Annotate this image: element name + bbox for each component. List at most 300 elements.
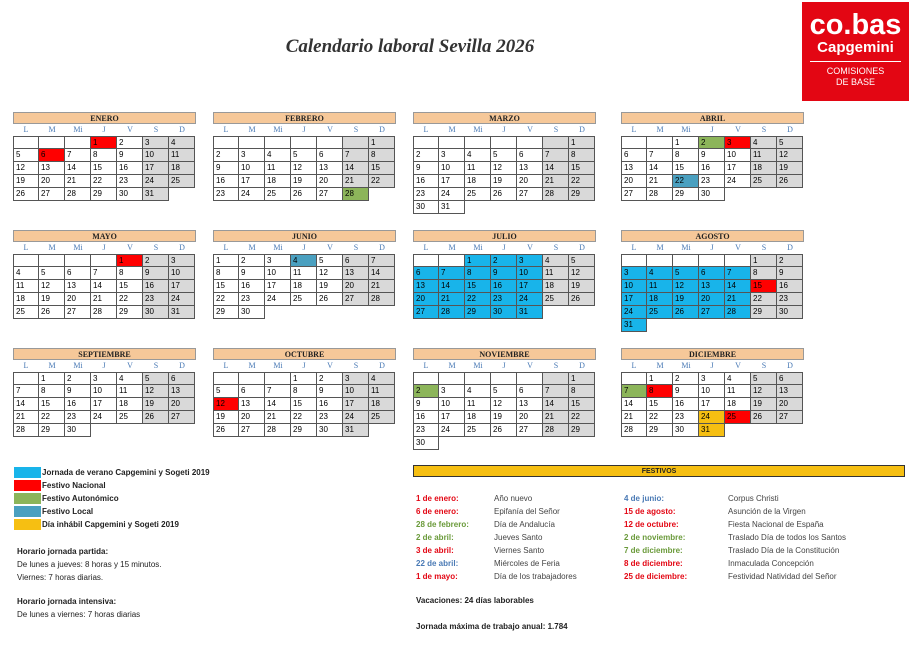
- day-cell: 1: [673, 136, 699, 149]
- month-header: FEBRERO: [213, 112, 396, 124]
- day-cell: 30: [239, 306, 265, 319]
- day-cell: 23: [699, 175, 725, 188]
- empty-cell: [413, 136, 439, 149]
- day-cell: 18: [543, 280, 569, 293]
- day-cell: 6: [65, 267, 91, 280]
- day-cell: 7: [65, 149, 91, 162]
- day-cell: 22: [751, 293, 777, 306]
- empty-cell: [621, 136, 647, 149]
- horario-intensiva-title: Horario jornada intensiva:: [17, 597, 117, 606]
- festivo-date: 2 de abril:: [416, 533, 454, 542]
- legend-swatch: [14, 519, 41, 530]
- empty-cell: [517, 201, 543, 214]
- day-cell: 14: [91, 280, 117, 293]
- weekday-header: M: [48, 361, 56, 370]
- day-cell: 27: [413, 306, 439, 319]
- day-cell: 14: [343, 162, 369, 175]
- day-cell: 31: [169, 306, 195, 319]
- day-cell: 24: [343, 411, 369, 424]
- day-cell: 7: [343, 149, 369, 162]
- weekday-header: L: [423, 125, 429, 134]
- empty-cell: [439, 437, 465, 450]
- month-header: OCTUBRE: [213, 348, 396, 360]
- day-cell: 7: [13, 385, 39, 398]
- month-header: MARZO: [413, 112, 596, 124]
- day-cell: 30: [117, 188, 143, 201]
- day-cell: 9: [673, 385, 699, 398]
- day-cell: 28: [369, 293, 395, 306]
- day-cell: 1: [569, 136, 595, 149]
- day-cell: 16: [239, 280, 265, 293]
- day-cell: 29: [91, 188, 117, 201]
- day-cell: 3: [517, 254, 543, 267]
- weekday-header: J: [102, 361, 106, 370]
- day-cell: 26: [777, 175, 803, 188]
- day-cell: 30: [673, 424, 699, 437]
- day-cell: 10: [621, 280, 647, 293]
- day-cell: 2: [413, 385, 439, 398]
- day-cell: 3: [439, 149, 465, 162]
- horario-partida-title: Horario jornada partida:: [17, 547, 109, 556]
- empty-cell: [725, 424, 751, 437]
- day-cell: 20: [517, 175, 543, 188]
- day-cell: 4: [647, 267, 673, 280]
- day-cell: 9: [239, 267, 265, 280]
- day-cell: 10: [725, 149, 751, 162]
- logo-line4: DE BASE: [835, 77, 875, 87]
- day-cell: 6: [343, 254, 369, 267]
- day-cell: 22: [117, 293, 143, 306]
- day-cell: 1: [465, 254, 491, 267]
- day-cell: 9: [317, 385, 343, 398]
- day-cell: 6: [169, 372, 195, 385]
- day-cell: 10: [517, 267, 543, 280]
- day-cell: 24: [439, 188, 465, 201]
- day-cell: 27: [777, 411, 803, 424]
- day-cell: 6: [699, 267, 725, 280]
- month-enero: [13, 112, 196, 201]
- day-cell: 29: [647, 424, 673, 437]
- empty-cell: [117, 424, 143, 437]
- empty-cell: [725, 319, 751, 332]
- day-cell: 19: [39, 293, 65, 306]
- weekday-header: Mi: [73, 361, 83, 370]
- day-cell: 26: [39, 306, 65, 319]
- day-cell: 21: [13, 411, 39, 424]
- day-cell: 19: [13, 175, 39, 188]
- day-cell: 22: [291, 411, 317, 424]
- day-cell: 15: [117, 280, 143, 293]
- day-cell: 18: [117, 398, 143, 411]
- day-cell: 20: [621, 175, 647, 188]
- day-cell: 2: [777, 254, 803, 267]
- day-cell: 17: [343, 398, 369, 411]
- weekday-header: S: [153, 125, 159, 134]
- day-cell: 30: [699, 188, 725, 201]
- day-cell: 15: [213, 280, 239, 293]
- weekday-header: J: [302, 125, 306, 134]
- day-cell: 26: [213, 424, 239, 437]
- day-cell: 26: [491, 424, 517, 437]
- day-cell: 25: [465, 424, 491, 437]
- weekday-header: J: [710, 361, 714, 370]
- day-cell: 8: [91, 149, 117, 162]
- festivo-date: 1 de enero:: [416, 494, 459, 503]
- day-cell: 11: [369, 385, 395, 398]
- day-cell: 17: [699, 398, 725, 411]
- legend-swatch: [14, 467, 41, 478]
- day-cell: 8: [117, 267, 143, 280]
- day-cell: 26: [673, 306, 699, 319]
- day-cell: 3: [439, 385, 465, 398]
- day-cell: 25: [265, 188, 291, 201]
- empty-cell: [13, 254, 39, 267]
- day-cell: 21: [91, 293, 117, 306]
- weekday-header: M: [448, 361, 456, 370]
- empty-cell: [13, 136, 39, 149]
- day-cell: 19: [491, 411, 517, 424]
- month-mayo: [13, 230, 196, 319]
- empty-cell: [465, 201, 491, 214]
- day-cell: 10: [239, 162, 265, 175]
- day-cell: 1: [751, 254, 777, 267]
- day-cell: 3: [725, 136, 751, 149]
- day-cell: 13: [343, 267, 369, 280]
- month-header: DICIEMBRE: [621, 348, 804, 360]
- empty-cell: [777, 424, 803, 437]
- day-cell: 4: [169, 136, 195, 149]
- day-cell: 5: [569, 254, 595, 267]
- day-cell: 14: [265, 398, 291, 411]
- legend-label: Día inhábil Capgemini y Sogeti 2019: [42, 519, 179, 529]
- weekday-header: Mi: [681, 125, 691, 134]
- weekday-header: S: [553, 125, 559, 134]
- day-cell: 14: [439, 280, 465, 293]
- legend-swatch: [14, 493, 41, 504]
- festivo-name: Día de Andalucía: [494, 520, 555, 529]
- empty-cell: [699, 254, 725, 267]
- month-header: MAYO: [13, 230, 196, 242]
- empty-cell: [39, 254, 65, 267]
- vacaciones-text: Vacaciones: 24 días laborables: [416, 596, 534, 605]
- empty-cell: [239, 372, 265, 385]
- weekday-header: V: [327, 243, 333, 252]
- day-cell: 23: [491, 293, 517, 306]
- legend-label: Jornada de verano Capgemini y Sogeti 2019: [42, 467, 210, 477]
- day-cell: 13: [169, 385, 195, 398]
- day-cell: 5: [39, 267, 65, 280]
- day-cell: 14: [621, 398, 647, 411]
- empty-cell: [369, 188, 395, 201]
- weekday-header: V: [735, 125, 741, 134]
- day-cell: 17: [517, 280, 543, 293]
- day-cell: 11: [751, 149, 777, 162]
- day-cell: 15: [569, 398, 595, 411]
- day-cell: 14: [65, 162, 91, 175]
- empty-cell: [465, 437, 491, 450]
- day-cell: 16: [65, 398, 91, 411]
- empty-cell: [569, 306, 595, 319]
- day-cell: 4: [725, 372, 751, 385]
- day-cell: 13: [777, 385, 803, 398]
- day-cell: 8: [291, 385, 317, 398]
- day-cell: 28: [439, 306, 465, 319]
- day-cell: 15: [39, 398, 65, 411]
- horario-partida: [17, 545, 162, 584]
- day-cell: 5: [213, 385, 239, 398]
- day-cell: 23: [413, 188, 439, 201]
- empty-cell: [65, 254, 91, 267]
- day-cell: 11: [465, 162, 491, 175]
- day-cell: 2: [239, 254, 265, 267]
- festivo-name: Corpus Christi: [728, 494, 779, 503]
- weekday-header: L: [423, 243, 429, 252]
- day-cell: 2: [491, 254, 517, 267]
- empty-cell: [369, 424, 395, 437]
- day-cell: 27: [699, 306, 725, 319]
- weekday-header: L: [23, 125, 29, 134]
- day-cell: 10: [439, 398, 465, 411]
- day-cell: 9: [213, 162, 239, 175]
- day-cell: 2: [413, 149, 439, 162]
- empty-cell: [439, 254, 465, 267]
- weekday-header: L: [223, 361, 229, 370]
- day-cell: 16: [413, 411, 439, 424]
- legend-label: Festivo Local: [42, 506, 94, 516]
- day-cell: 7: [91, 267, 117, 280]
- day-cell: 29: [39, 424, 65, 437]
- day-cell: 13: [39, 162, 65, 175]
- day-cell: 3: [265, 254, 291, 267]
- weekday-header: Mi: [73, 243, 83, 252]
- day-cell: 11: [543, 267, 569, 280]
- day-cell: 17: [265, 280, 291, 293]
- day-cell: 5: [491, 149, 517, 162]
- day-cell: 13: [517, 162, 543, 175]
- day-cell: 15: [569, 162, 595, 175]
- weekday-header: L: [631, 361, 637, 370]
- weekday-header: L: [223, 243, 229, 252]
- legend-item: [14, 492, 210, 504]
- day-cell: 13: [699, 280, 725, 293]
- empty-cell: [751, 424, 777, 437]
- month-febrero: [213, 112, 396, 201]
- day-cell: 16: [699, 162, 725, 175]
- day-cell: 30: [65, 424, 91, 437]
- horario-partida-line1: De lunes a jueves: 8 horas y 15 minutos.: [17, 560, 162, 569]
- day-cell: 9: [413, 398, 439, 411]
- cobas-logo: [802, 2, 909, 101]
- empty-cell: [777, 319, 803, 332]
- day-cell: 14: [543, 398, 569, 411]
- weekday-header: M: [48, 243, 56, 252]
- day-cell: 3: [621, 267, 647, 280]
- day-cell: 10: [169, 267, 195, 280]
- day-cell: 21: [65, 175, 91, 188]
- empty-cell: [725, 254, 751, 267]
- day-cell: 6: [621, 149, 647, 162]
- month-header: AGOSTO: [621, 230, 804, 242]
- day-cell: 6: [413, 267, 439, 280]
- day-cell: 13: [65, 280, 91, 293]
- day-cell: 30: [317, 424, 343, 437]
- day-cell: 31: [621, 319, 647, 332]
- empty-cell: [543, 437, 569, 450]
- month-septiembre: [13, 348, 196, 437]
- day-cell: 19: [673, 293, 699, 306]
- weekday-header: V: [127, 361, 133, 370]
- weekday-header: V: [527, 243, 533, 252]
- weekday-header: D: [579, 243, 585, 252]
- day-cell: 20: [239, 411, 265, 424]
- weekday-header: Mi: [473, 361, 483, 370]
- day-cell: 15: [91, 162, 117, 175]
- day-cell: 5: [673, 267, 699, 280]
- weekday-header: S: [353, 361, 359, 370]
- empty-cell: [751, 319, 777, 332]
- day-cell: 1: [291, 372, 317, 385]
- day-cell: 12: [751, 385, 777, 398]
- day-cell: 4: [265, 149, 291, 162]
- day-cell: 31: [343, 424, 369, 437]
- weekday-header: S: [761, 361, 767, 370]
- day-cell: 1: [569, 372, 595, 385]
- day-cell: 6: [777, 372, 803, 385]
- day-cell: 4: [291, 254, 317, 267]
- day-cell: 23: [673, 411, 699, 424]
- day-cell: 17: [169, 280, 195, 293]
- festivo-name: Traslado Día de la Constitución: [728, 546, 840, 555]
- day-cell: 21: [265, 411, 291, 424]
- weekday-header: J: [102, 243, 106, 252]
- day-cell: 17: [621, 293, 647, 306]
- weekday-header: L: [631, 125, 637, 134]
- day-cell: 25: [751, 175, 777, 188]
- day-cell: 8: [213, 267, 239, 280]
- day-cell: 4: [543, 254, 569, 267]
- day-cell: 18: [291, 280, 317, 293]
- jornada-maxima-text: Jornada máxima de trabajo anual: 1.784: [416, 622, 568, 631]
- day-cell: 8: [465, 267, 491, 280]
- empty-cell: [647, 254, 673, 267]
- festivo-name: Miércoles de Feria: [494, 559, 560, 568]
- empty-cell: [13, 372, 39, 385]
- day-cell: 1: [91, 136, 117, 149]
- horario-partida-line2: Viernes: 7 horas diarias.: [17, 573, 104, 582]
- day-cell: 28: [91, 306, 117, 319]
- day-cell: 28: [543, 188, 569, 201]
- day-cell: 3: [169, 254, 195, 267]
- day-cell: 9: [143, 267, 169, 280]
- day-cell: 11: [291, 267, 317, 280]
- festivo-date: 7 de diciembre:: [624, 546, 683, 555]
- weekday-header: V: [527, 125, 533, 134]
- empty-cell: [265, 136, 291, 149]
- day-cell: 18: [13, 293, 39, 306]
- weekday-header: M: [248, 125, 256, 134]
- weekday-header: S: [761, 125, 767, 134]
- month-abril: [621, 112, 804, 201]
- weekday-header: V: [127, 125, 133, 134]
- day-cell: 23: [239, 293, 265, 306]
- day-cell: 16: [413, 175, 439, 188]
- day-cell: 1: [213, 254, 239, 267]
- festivo-date: 12 de octubre:: [624, 520, 679, 529]
- empty-cell: [413, 254, 439, 267]
- day-cell: 4: [13, 267, 39, 280]
- day-cell: 22: [465, 293, 491, 306]
- day-cell: 24: [725, 175, 751, 188]
- festivo-name: Viernes Santo: [494, 546, 545, 555]
- day-cell: 10: [91, 385, 117, 398]
- empty-cell: [265, 306, 291, 319]
- day-cell: 10: [699, 385, 725, 398]
- day-cell: 14: [647, 162, 673, 175]
- day-cell: 22: [569, 175, 595, 188]
- day-cell: 14: [369, 267, 395, 280]
- weekday-header: S: [153, 243, 159, 252]
- empty-cell: [699, 319, 725, 332]
- weekday-header: D: [179, 361, 185, 370]
- month-noviembre: [413, 348, 596, 450]
- horario-intensiva: [17, 595, 140, 621]
- festivo-name: Jueves Santo: [494, 533, 543, 542]
- day-cell: 10: [439, 162, 465, 175]
- weekday-header: J: [302, 243, 306, 252]
- empty-cell: [169, 424, 195, 437]
- day-cell: 23: [777, 293, 803, 306]
- day-cell: 25: [117, 411, 143, 424]
- day-cell: 2: [673, 372, 699, 385]
- day-cell: 19: [317, 280, 343, 293]
- empty-cell: [291, 306, 317, 319]
- festivo-date: 6 de enero:: [416, 507, 459, 516]
- month-agosto: [621, 230, 804, 332]
- day-cell: 12: [291, 162, 317, 175]
- day-cell: 4: [465, 149, 491, 162]
- weekday-header: D: [179, 243, 185, 252]
- day-cell: 26: [751, 411, 777, 424]
- day-cell: 16: [673, 398, 699, 411]
- day-cell: 25: [291, 293, 317, 306]
- day-cell: 20: [343, 280, 369, 293]
- logo-line3: COMISIONES: [826, 66, 885, 76]
- day-cell: 7: [725, 267, 751, 280]
- month-header: JUNIO: [213, 230, 396, 242]
- empty-cell: [265, 372, 291, 385]
- day-cell: 11: [13, 280, 39, 293]
- day-cell: 27: [169, 411, 195, 424]
- day-cell: 22: [213, 293, 239, 306]
- empty-cell: [439, 136, 465, 149]
- day-cell: 21: [369, 280, 395, 293]
- festivo-name: Año nuevo: [494, 494, 533, 503]
- empty-cell: [673, 319, 699, 332]
- day-cell: 11: [725, 385, 751, 398]
- day-cell: 18: [725, 398, 751, 411]
- weekday-header: D: [179, 125, 185, 134]
- weekday-header: V: [735, 243, 741, 252]
- day-cell: 6: [517, 385, 543, 398]
- day-cell: 15: [673, 162, 699, 175]
- weekday-header: Mi: [273, 361, 283, 370]
- empty-cell: [491, 136, 517, 149]
- festivo-name: Traslado Día de todos los Santos: [728, 533, 846, 542]
- weekday-header: Mi: [473, 125, 483, 134]
- weekday-header: S: [353, 125, 359, 134]
- day-cell: 19: [291, 175, 317, 188]
- day-cell: 1: [369, 136, 395, 149]
